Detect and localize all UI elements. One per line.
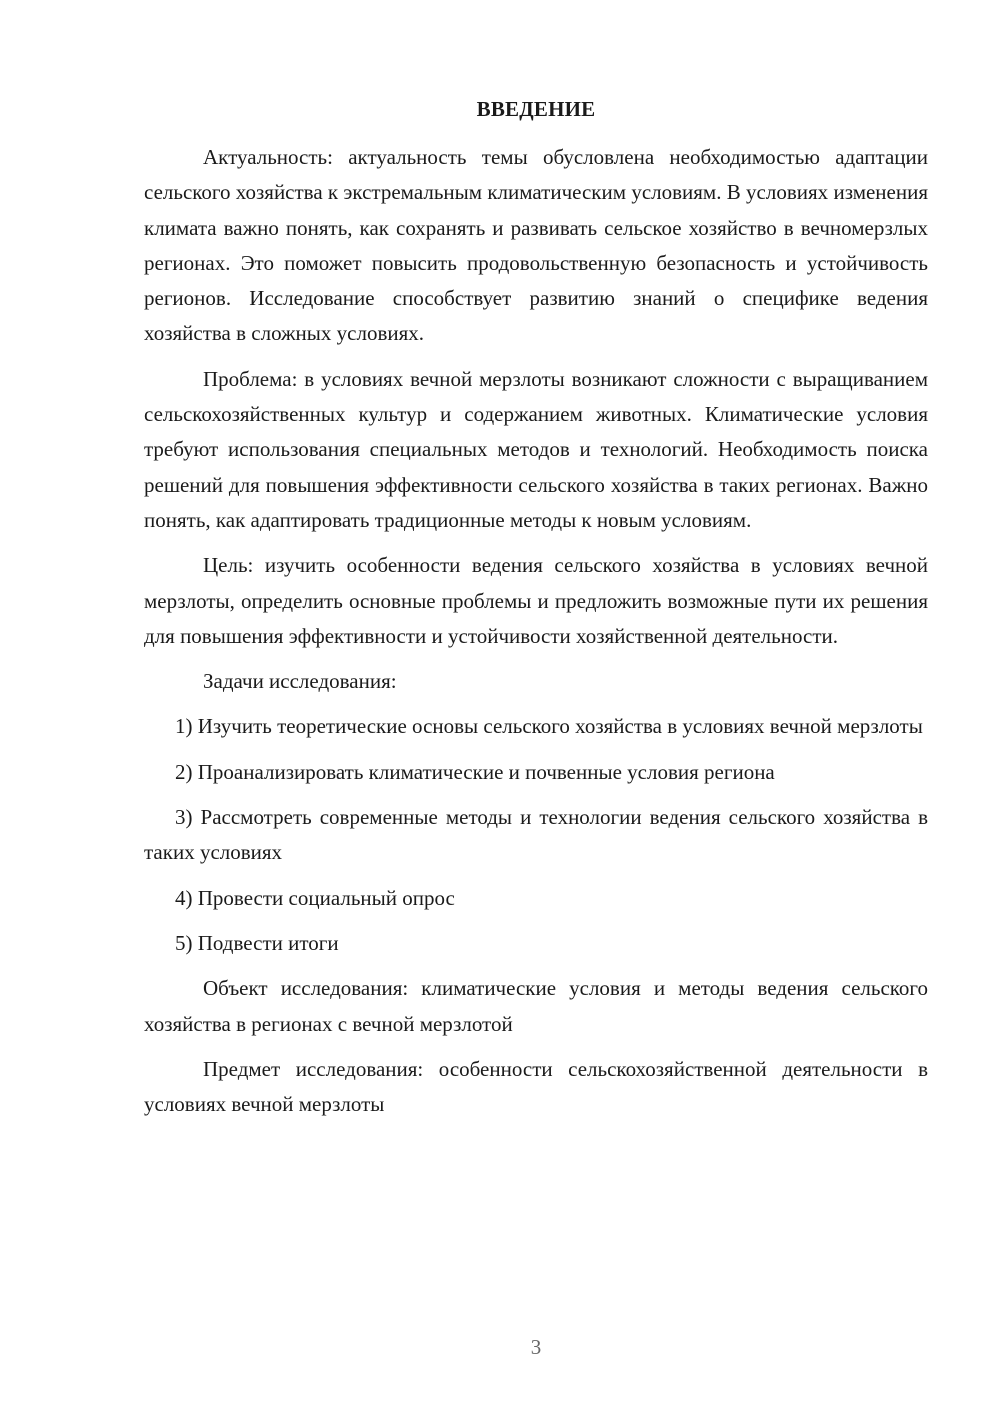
paragraph-problem: Проблема: в условиях вечной мерзлоты возникают сложности с выращиванием сельскохозяйственных культур и содержанием животных. Климатические условия требуют использования специальных методов и технологий. Необходимость поиска решений для повышения эффективности сельского хозяйства в таких регионах. Важно понять, как адаптировать традиционные методы к новым условиям. <box>144 366 928 532</box>
task-item-2: 2) Проанализировать климатические и почвенные условия региона <box>175 759 775 784</box>
task-item-4: 4) Провести социальный опрос <box>175 885 455 910</box>
paragraph-object: Объект исследования: климатические условия и методы ведения сельского хозяйства в регионах с вечной мерзлотой <box>144 976 928 1036</box>
page-number: 3 <box>530 1335 542 1359</box>
document-page <box>144 92 928 1132</box>
task-item-5: 5) Подвести итоги <box>175 930 339 955</box>
paragraph-goal: Цель: изучить особенности ведения сельского хозяйства в условиях вечной мерзлоты, определить основные проблемы и предложить возможные пути их решения для повышения эффективности и устойчивости хозяйственной деятельности. <box>144 553 928 648</box>
task-item-1: 1) Изучить теоретические основы сельского хозяйства в условиях вечной мерзлоты <box>175 714 923 739</box>
paragraph-relevance: Актуальность: актуальность темы обусловлена необходимостью адаптации сельского хозяйства к экстремальным климатическим условиям. В условиях изменения климата важно понять, как сохранять и развивать сельское хозяйство в вечномерзлых регионах. Это поможет повысить продовольственную безопасность и устойчивость регионов. Исследование способствует развитию знаний о специфике ведения хозяйства в сложных условиях. <box>144 145 928 346</box>
paragraph-subject: Предмет исследования: особенности сельскохозяйственной деятельности в условиях вечной мерзлоты <box>144 1056 928 1117</box>
tasks-heading: Задачи исследования: <box>203 669 397 694</box>
task-item-3: 3) Рассмотреть современные методы и технологии ведения сельского хозяйства в таких условиях <box>144 805 928 865</box>
page-title: ВВЕДЕНИЕ <box>476 97 596 121</box>
